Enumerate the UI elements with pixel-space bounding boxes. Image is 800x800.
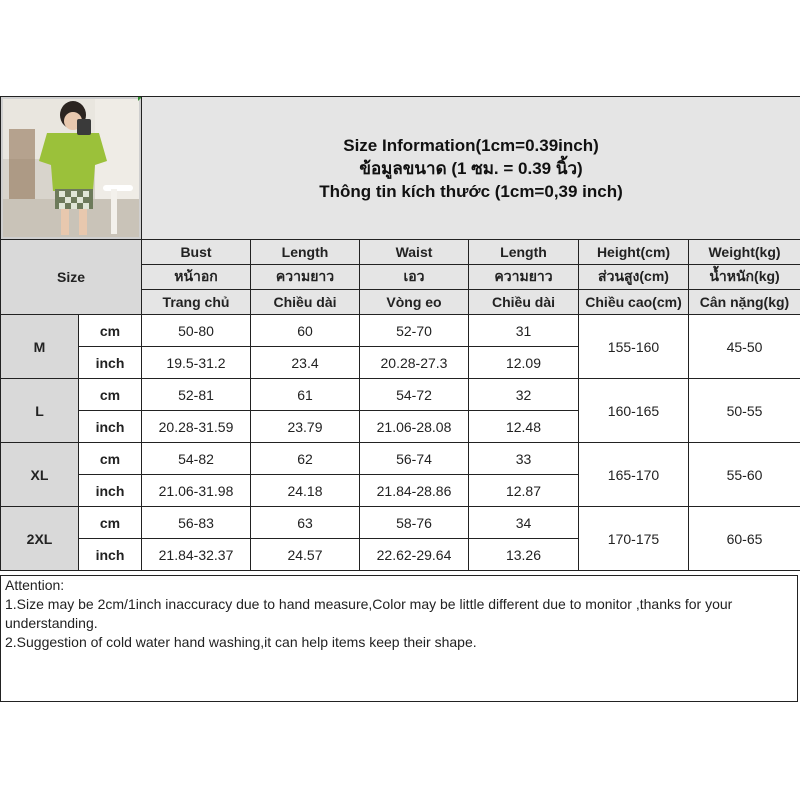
unit-label: cm xyxy=(79,443,142,475)
length-cell: 62 xyxy=(251,443,360,475)
bust-cell: 52-81 xyxy=(142,379,251,411)
bust-cell: 56-83 xyxy=(142,507,251,539)
header-length-2-vi: Chiều dài xyxy=(469,290,579,315)
length-2-cell: 31 xyxy=(469,315,579,347)
waist-cell: 21.84-28.86 xyxy=(360,475,469,507)
header-weight-vi: Cân nặng(kg) xyxy=(689,290,800,315)
bust-cell: 54-82 xyxy=(142,443,251,475)
unit-label: inch xyxy=(79,347,142,379)
waist-cell: 58-76 xyxy=(360,507,469,539)
height-cell: 160-165 xyxy=(579,379,689,443)
header-bust-th: หน้าอก xyxy=(142,265,251,290)
length-cell: 23.4 xyxy=(251,347,360,379)
notes-heading: Attention: xyxy=(5,577,65,593)
notes-line-1: 1.Size may be 2cm/1inch inaccuracy due to hand measure,Color may be little different due to monitor ,thanks for your understanding. xyxy=(5,596,733,631)
weight-cell: 45-50 xyxy=(689,315,800,379)
notes-line-2: 2.Suggestion of cold water hand washing,it can help items keep their shape. xyxy=(5,634,477,650)
bust-cell: 20.28-31.59 xyxy=(142,411,251,443)
table-row xyxy=(1,379,800,411)
length-cell: 24.57 xyxy=(251,539,360,571)
header-length-2-th: ความยาว xyxy=(469,265,579,290)
model-photo-image xyxy=(3,99,139,237)
title-thai: ข้อมูลขนาด (1 ซม. = 0.39 นิ้ว) xyxy=(359,158,583,178)
table-row xyxy=(1,315,800,347)
weight-cell: 50-55 xyxy=(689,379,800,443)
table-row xyxy=(1,443,800,475)
unit-label: inch xyxy=(79,539,142,571)
height-cell: 155-160 xyxy=(579,315,689,379)
unit-label: inch xyxy=(79,475,142,507)
length-2-cell: 12.09 xyxy=(469,347,579,379)
header-waist: Waist xyxy=(360,240,469,265)
header-weight: Weight(kg) xyxy=(689,240,800,265)
header-height: Height(cm) xyxy=(579,240,689,265)
header-height-th: ส่วนสูง(cm) xyxy=(579,265,689,290)
length-cell: 23.79 xyxy=(251,411,360,443)
waist-cell: 56-74 xyxy=(360,443,469,475)
size-heading: Size xyxy=(1,240,142,315)
bust-cell: 50-80 xyxy=(142,315,251,347)
header-length: Length xyxy=(251,240,360,265)
length-cell: 60 xyxy=(251,315,360,347)
length-2-cell: 34 xyxy=(469,507,579,539)
table-row xyxy=(1,507,800,539)
waist-cell: 21.06-28.08 xyxy=(360,411,469,443)
header-bust: Bust xyxy=(142,240,251,265)
length-2-cell: 12.48 xyxy=(469,411,579,443)
header-waist-vi: Vòng eo xyxy=(360,290,469,315)
header-waist-th: เอว xyxy=(360,265,469,290)
weight-cell: 55-60 xyxy=(689,443,800,507)
size-name: L xyxy=(1,379,79,443)
unit-label: inch xyxy=(79,411,142,443)
length-2-cell: 33 xyxy=(469,443,579,475)
length-cell: 24.18 xyxy=(251,475,360,507)
length-cell: 61 xyxy=(251,379,360,411)
size-table xyxy=(0,96,800,571)
size-name: XL xyxy=(1,443,79,507)
unit-label: cm xyxy=(79,315,142,347)
waist-cell: 20.28-27.3 xyxy=(360,347,469,379)
header-length-th: ความยาว xyxy=(251,265,360,290)
attention-notes xyxy=(0,575,798,702)
header-bust-vi: Trang chủ xyxy=(142,290,251,315)
size-name: M xyxy=(1,315,79,379)
title-block xyxy=(142,97,800,240)
size-name: 2XL xyxy=(1,507,79,571)
header-height-vi: Chiều cao(cm) xyxy=(579,290,689,315)
bust-cell: 19.5-31.2 xyxy=(142,347,251,379)
length-cell: 63 xyxy=(251,507,360,539)
length-2-cell: 12.87 xyxy=(469,475,579,507)
title-vietnamese: Thông tin kích thước (1cm=0,39 inch) xyxy=(319,181,623,201)
header-weight-th: น้ำหนัก(kg) xyxy=(689,265,800,290)
height-cell: 170-175 xyxy=(579,507,689,571)
unit-label: cm xyxy=(79,507,142,539)
weight-cell: 60-65 xyxy=(689,507,800,571)
height-cell: 165-170 xyxy=(579,443,689,507)
header-length-2: Length xyxy=(469,240,579,265)
length-2-cell: 32 xyxy=(469,379,579,411)
unit-label: cm xyxy=(79,379,142,411)
title-english: Size Information(1cm=0.39inch) xyxy=(343,135,599,155)
waist-cell: 22.62-29.64 xyxy=(360,539,469,571)
header-length-vi: Chiều dài xyxy=(251,290,360,315)
bust-cell: 21.06-31.98 xyxy=(142,475,251,507)
length-2-cell: 13.26 xyxy=(469,539,579,571)
model-photo xyxy=(1,97,142,240)
waist-cell: 54-72 xyxy=(360,379,469,411)
waist-cell: 52-70 xyxy=(360,315,469,347)
bust-cell: 21.84-32.37 xyxy=(142,539,251,571)
